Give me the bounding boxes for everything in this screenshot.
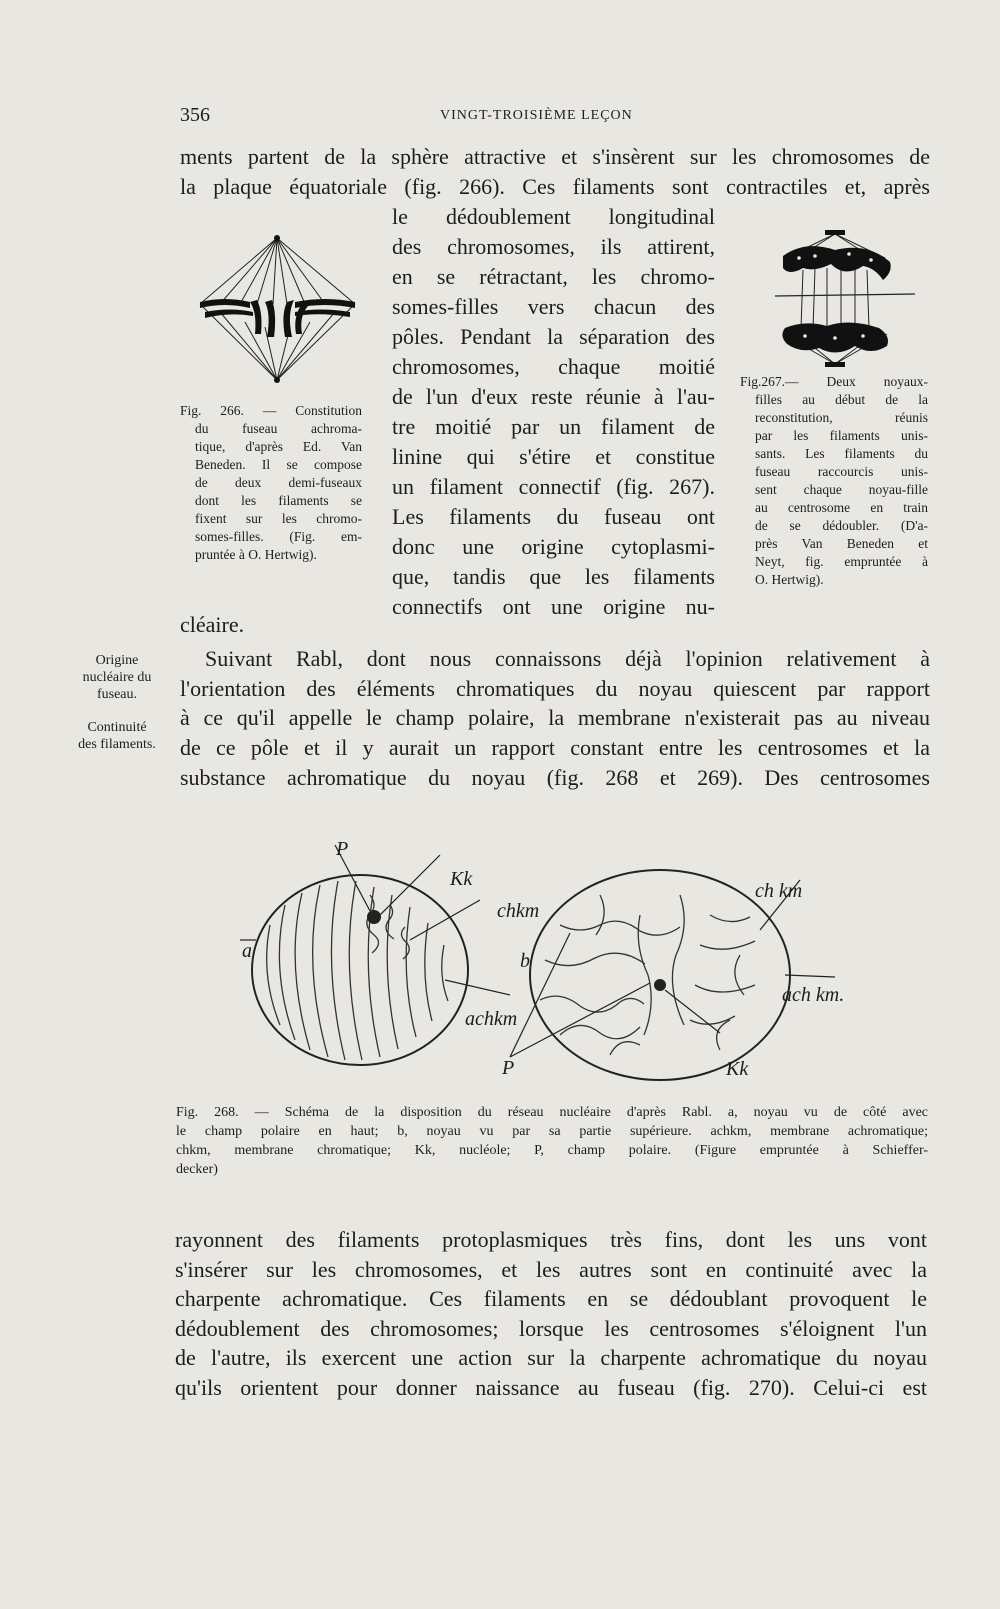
figure-266-spindle bbox=[195, 232, 370, 397]
body-line: qu'ils orientent pour donner naissance au fuseau (fig. 270). Celui-ci est bbox=[175, 1375, 927, 1400]
fig268-label-chkm-left: chkm bbox=[497, 900, 540, 922]
body-line: l'orientation des éléments chromatiques du noyau quiescent par rapport bbox=[180, 676, 930, 701]
caption-line: O. Hertwig). bbox=[755, 572, 824, 587]
caption-line: Fig. 266. — Constitution bbox=[180, 403, 362, 418]
caption-line: sent chaque noyau-fille bbox=[755, 482, 928, 497]
fig268-label-a: a bbox=[242, 940, 252, 962]
body-line: le dédoublement longitudinal bbox=[392, 204, 715, 229]
body-line: charpente achromatique. Ces filaments en se dédoublant provoquent le bbox=[175, 1286, 927, 1311]
caption-line: sants. Les filaments du bbox=[755, 446, 928, 461]
body-line: rayonnent des filaments protoplasmiques très fins, dont les uns vont bbox=[175, 1227, 927, 1252]
body-line: de l'un d'eux reste réunie à l'au- bbox=[392, 384, 715, 409]
body-line: ments partent de la sphère attractive et s'insèrent sur les chromosomes de bbox=[180, 144, 930, 169]
fig268-label-chkm-right: ch km bbox=[755, 880, 803, 902]
caption-line: par les filaments unis- bbox=[755, 428, 928, 443]
body-line: chromosomes, chaque moitié bbox=[392, 354, 715, 379]
caption-line: tique, d'après Ed. Van bbox=[195, 439, 362, 454]
body-line: Suivant Rabl, dont nous connaissons déjà l'opinion relativement à bbox=[205, 646, 930, 671]
page-number: 356 bbox=[180, 104, 210, 126]
body-line: substance achromatique du noyau (fig. 268 et 269). Des centrosomes bbox=[180, 765, 930, 790]
margin-note-continuity bbox=[62, 719, 172, 753]
caption-line: de deux demi-fuseaux bbox=[195, 475, 362, 490]
margin-note-line: des filaments. bbox=[78, 737, 156, 752]
body-line: de ce pôle et il y aurait un rapport constant entre les centrosomes et la bbox=[180, 735, 930, 760]
body-line: cléaire. bbox=[180, 612, 245, 637]
figure-267-daughter-nuclei bbox=[775, 228, 915, 370]
caption-line: près Van Beneden et bbox=[755, 536, 928, 551]
caption-line: au centrosome en train bbox=[755, 500, 928, 515]
margin-note-origin bbox=[62, 652, 172, 703]
caption-line: chkm, membrane chromatique; Kk, nucléole; P, champ polaire. (Figure empruntée à Schieffer- bbox=[176, 1143, 928, 1158]
fig268-label-Kk-bottom: Kk bbox=[726, 1058, 749, 1080]
margin-note-line: fuseau. bbox=[96, 687, 138, 702]
figure-268-nuclear-network bbox=[240, 835, 920, 1090]
body-line: s'insérer sur les chromosomes, et les autres sont en continuité avec la bbox=[175, 1257, 927, 1282]
margin-note-line: Origine bbox=[95, 653, 139, 668]
fig268-label-P-top: P bbox=[336, 838, 349, 860]
body-line: Les filaments du fuseau ont bbox=[392, 504, 715, 529]
body-line: donc une origine cytoplasmi- bbox=[392, 534, 715, 559]
caption-line: somes-filles. (Fig. em- bbox=[195, 529, 362, 544]
caption-line: dont les filaments se bbox=[195, 493, 362, 508]
caption-line: du fuseau achroma- bbox=[195, 421, 362, 436]
body-line: tre moitié par un filament de bbox=[392, 414, 715, 439]
fig268-label-Kk-top: Kk bbox=[450, 868, 473, 890]
body-line: à ce qu'il appelle le champ polaire, la membrane n'existerait pas au niveau bbox=[180, 705, 930, 730]
running-head: VINGT-TROISIÈME LEÇON bbox=[440, 108, 633, 123]
body-line: somes-filles vers chacun des bbox=[392, 294, 715, 319]
caption-line: fuseau raccourcis unis- bbox=[755, 464, 928, 479]
fig268-label-achkm-left: achkm bbox=[465, 1008, 518, 1030]
caption-line: fixent sur les chromo- bbox=[195, 511, 362, 526]
page-header bbox=[180, 104, 930, 134]
margin-note-line: nucléaire du bbox=[82, 670, 152, 685]
body-line: de l'autre, ils exercent une action sur la charpente achromatique du noyau bbox=[175, 1345, 927, 1370]
caption-line: reconstitution, réunis bbox=[755, 410, 928, 425]
body-line: que, tandis que les filaments bbox=[392, 564, 715, 589]
body-line: des chromosomes, ils attirent, bbox=[392, 234, 715, 259]
caption-line: de se dédoubler. (D'a- bbox=[755, 518, 928, 533]
caption-line: filles au début de la bbox=[755, 392, 928, 407]
caption-line: Fig.267.— Deux noyaux- bbox=[740, 374, 928, 389]
caption-line: Neyt, fig. empruntée à bbox=[755, 554, 928, 569]
body-line: un filament connectif (fig. 267). bbox=[392, 474, 715, 499]
body-line: connectifs ont une origine nu- bbox=[392, 594, 715, 619]
caption-line: decker) bbox=[176, 1162, 218, 1177]
caption-line: le champ polaire en haut; b, noyau vu par sa partie supérieure. achkm, membrane achromatique; bbox=[176, 1124, 928, 1139]
caption-line: Fig. 268. — Schéma de la disposition du réseau nucléaire d'après Rabl. a, noyau vu de côté avec bbox=[176, 1105, 928, 1120]
body-line: pôles. Pendant la séparation des bbox=[392, 324, 715, 349]
body-line: linine qui s'étire et constitue bbox=[392, 444, 715, 469]
fig268-label-achkm-right: ach km. bbox=[782, 984, 845, 1006]
caption-line: pruntée à O. Hertwig). bbox=[195, 547, 317, 562]
caption-line: Beneden. Il se compose bbox=[195, 457, 362, 472]
body-line: en se rétractant, les chromo- bbox=[392, 264, 715, 289]
body-line: dédoublement des chromosomes; lorsque les centrosomes s'éloignent l'un bbox=[175, 1316, 927, 1341]
margin-note-line: Continuité bbox=[87, 720, 147, 735]
fig268-label-P-bottom: P bbox=[502, 1057, 515, 1079]
body-line: la plaque équatoriale (fig. 266). Ces filaments sont contractiles et, après bbox=[180, 174, 930, 199]
fig268-label-b: b bbox=[520, 950, 530, 972]
